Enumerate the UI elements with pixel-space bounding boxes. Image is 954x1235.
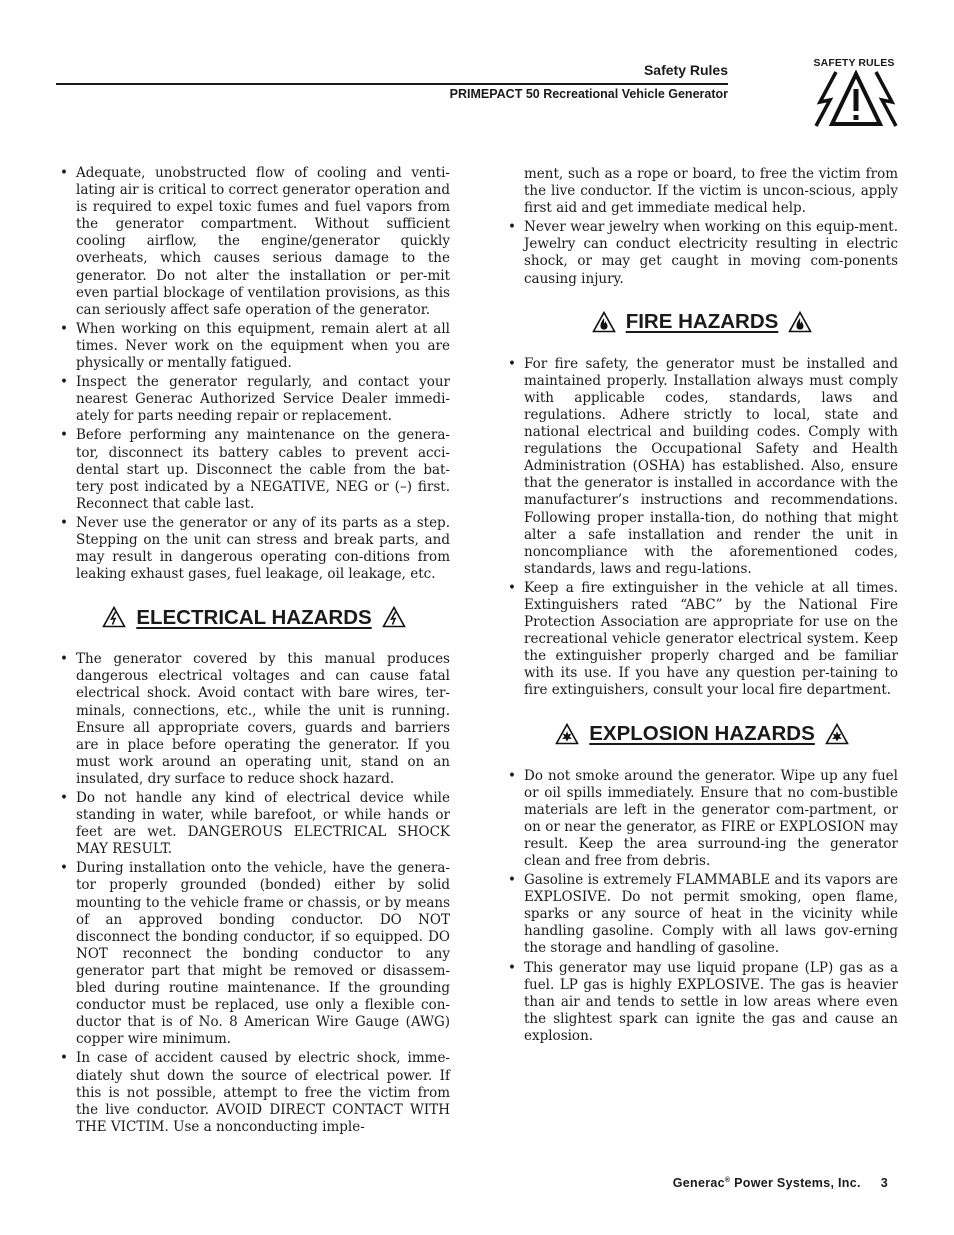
explosion-hazard-icon [825, 723, 849, 745]
fire-hazards-heading [506, 302, 898, 342]
list-item: • During installation onto the vehicle, have the genera-tor properly grounded (bonded) either by solid mounting to the vehicle frame or chassis, or by means of an approved bonding conductor. DO NOT disconnect the bonding conductor, if so equipped. DO NOT reconnect the bonding conductor to any generator part that might be removed or disassem-bled during routine maintenance. If the grounding conductor must be replaced, use only a flexible con-ductor that is of No. 8 American Wire Gauge (AWG) copper wire minimum. [58, 860, 450, 1048]
footer-company-suffix: Power Systems, Inc. [730, 1176, 861, 1190]
list-item: • The generator covered by this manual produces dangerous electrical voltages and can cause fatal electrical shock. Avoid contact with bare wires, ter-minals, connections, etc., while the unit is running. Ensure all appropriate covers, guards and barriers are in place before operating the generator. If you must work around an operating unit, stand on an insulated, dry surface to reduce shock hazard. [58, 651, 450, 788]
fire-hazards-title: FIRE HAZARDS [625, 310, 779, 334]
list-item: • Do not handle any kind of electrical device while standing in water, while barefoot, or while hands or feet are wet. DANGEROUS ELECTRICAL SHOCK MAY RESULT. [58, 790, 450, 858]
explosion-hazards-list [506, 768, 898, 1046]
explosion-hazards-title: EXPLOSION HAZARDS [589, 721, 815, 745]
list-item: • Keep a fire extinguisher in the vehicle at all times. Extinguishers rated “ABC” by the National Fire Protection Association are appropriate for use on the recreational vehicle generator electrical system. Keep the extinguisher properly charged and be familiar with its use. If you have any question per-taining to fire extinguishers, consult your local fire department. [506, 580, 898, 700]
footer-company: Generac [672, 1176, 725, 1190]
explosion-hazard-icon [555, 723, 579, 745]
left-column [58, 165, 450, 1138]
electrical-hazards-title: ELECTRICAL HAZARDS [136, 605, 372, 629]
list-item: • Gasoline is extremely FLAMMABLE and its vapors are EXPLOSIVE. Do not permit smoking, open flame, sparks or any source of heat in the vicinity while handling gasoline. Comply with all laws gov-erning the storage and handling of gasoline. [506, 872, 898, 957]
page-footer [673, 1176, 888, 1190]
list-item: • For fire safety, the generator must be installed and maintained properly. Installation always must comply with applicable codes, standards, laws and regulations. Adhere strictly to local, state and national electrical and building codes. Comply with regulations the Occupational Safety and Health Administration (OSHA) has established. Also, ensure that the generator is installed in accordance with the manufacturer’s instructions and recommendations. Following proper installa-tion, do nothing that might alter a safe installation and render the unit in noncompliance with the aforementioned codes, standards, laws and regu-lations. [506, 356, 898, 578]
general-safety-list [58, 165, 450, 583]
list-item: • Do not smoke around the generator. Wipe up any fuel or oil spills immediately. Ensure that no com-bustible materials are left in the generator com-partment, or on or near the generator, as FIRE or EXPLOSION may result. Keep the area surround-ing the generator clean and free from debris. [506, 768, 898, 871]
list-item: • Never wear jewelry when working on this equip-ment. Jewelry can conduct electricity resulting in electric shock, or may get caught in moving com-ponents causing injury. [506, 219, 898, 287]
list-item-continued: ment, such as a rope or board, to free the victim from the live conductor. If the victim is uncon-scious, apply first aid and get immediate medical help. [524, 166, 898, 217]
electrical-hazard-icon [102, 606, 126, 628]
lightning-warning-icon [814, 70, 898, 128]
registered-mark: ® [724, 1176, 731, 1184]
list-item: • This generator may use liquid propane (LP) gas as a fuel. LP gas is highly EXPLOSIVE. The gas is heavier than air and tends to settle in low areas where even the slightest spark can ignite the gas and cause an explosion. [506, 960, 898, 1045]
list-item: • In case of accident caused by electric shock, imme-diately shut down the source of electrical power. If this is not possible, attempt to free the victim from the live conductor. AVOID DIRECT CONTACT WITH THE VICTIM. Use a nonconducting imple- [58, 1050, 450, 1135]
list-item: • Before performing any maintenance on the genera-tor, disconnect its battery cables to prevent acci-dental start up. Disconnect the cable from the bat-tery post indicated by a NEGATIVE, NEG or (–) first. Reconnect that cable last. [58, 427, 450, 512]
fire-hazards-list [506, 356, 898, 700]
header-rule [56, 83, 728, 85]
page-number: 3 [880, 1176, 888, 1190]
right-column [506, 166, 898, 1047]
list-item: • Adequate, unobstructed flow of cooling and venti-lating air is critical to correct generator operation and is required to expel toxic fumes and fuel vapors from the generator compartment. Without sufficient cooling airflow, the engine/generator quickly overheats, which causes serious damage to the generator. Do not alter the installation or per-mit even partial blockage of ventilation provisions, as this can seriously affect safe operation of the generator. [58, 165, 450, 319]
section-tab-label: SAFETY RULES [813, 57, 895, 69]
explosion-hazards-heading [506, 714, 898, 754]
list-item: • Never use the generator or any of its parts as a step. Stepping on the unit can stress and break parts, and may result in dangerous operating con-ditions from leaking exhaust gases, fuel leakage, oil leakage, etc. [58, 515, 450, 583]
product-title: PRIMEPACT 50 Recreational Vehicle Generator [449, 87, 728, 101]
list-item: • Inspect the generator regularly, and contact your nearest Generac Authorized Service Dealer immedi-ately for parts needing repair or replacement. [58, 374, 450, 425]
fire-hazard-icon [788, 311, 812, 333]
continued-list [506, 166, 898, 288]
fire-hazard-icon [592, 311, 616, 333]
section-title: Safety Rules [643, 62, 728, 78]
electrical-hazards-list [58, 651, 450, 1136]
electrical-hazards-heading [58, 597, 450, 637]
electrical-hazard-icon [382, 606, 406, 628]
list-item: • When working on this equipment, remain alert at all times. Never work on the equipment when you are physically or mentally fatigued. [58, 321, 450, 372]
